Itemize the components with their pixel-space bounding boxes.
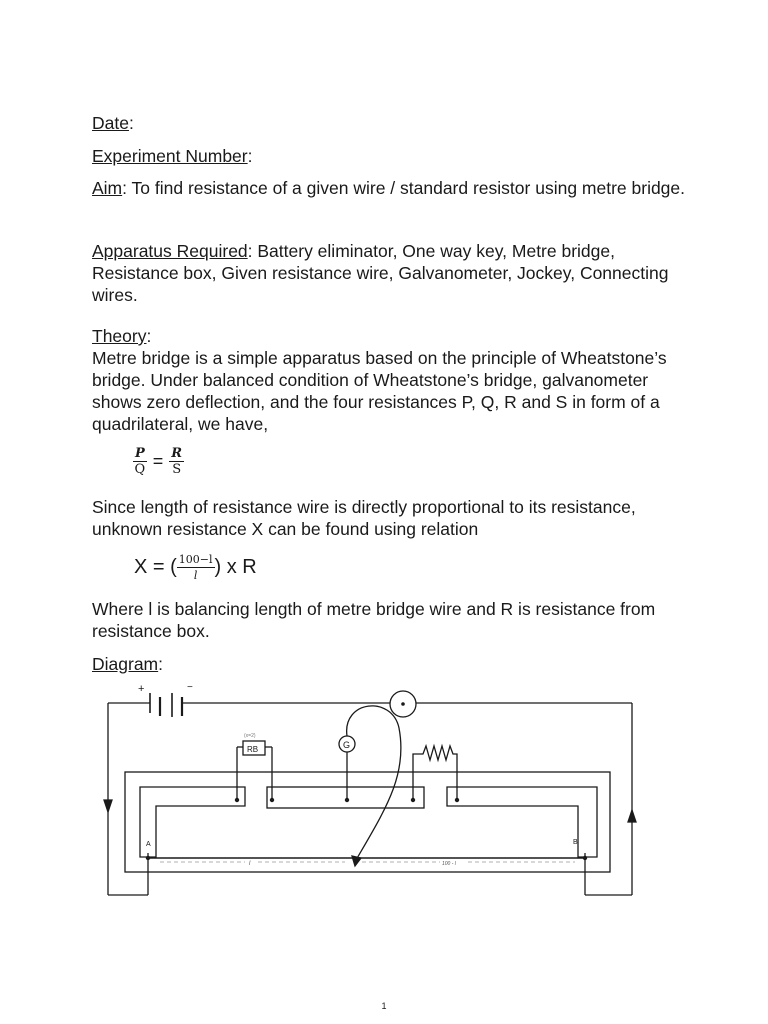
aim-label: Aim	[92, 178, 123, 198]
numerator-r: R	[171, 446, 183, 461]
where-paragraph: Where l is balancing length of metre bridge wire and R is resistance from resistance box.	[92, 599, 656, 641]
point-b-dot	[583, 856, 587, 860]
experiment-number-colon: :	[247, 146, 253, 166]
diagram-colon: :	[158, 654, 164, 674]
arrow-up-icon	[628, 810, 636, 822]
middle-copper-strip	[267, 787, 424, 808]
formula-rhs: ) x R	[214, 555, 257, 578]
theory-paragraph: Metre bridge is a simple apparatus based on the principle of Wheatstone’s bridge. Under balanced condition of Wheatstone’s bridge, galvanometer shows zero deflection, and the four resistances P, Q, R and S in form of a quadrilateral, we have,	[92, 348, 667, 434]
terminal-dot	[345, 798, 349, 802]
battery-minus-label: −	[187, 682, 193, 693]
equals-sign: =	[152, 451, 164, 471]
denominator-s: S	[172, 462, 182, 477]
jockey-wire	[347, 706, 401, 860]
point-a-dot	[146, 856, 150, 860]
terminal-dot	[411, 798, 415, 802]
formula-numerator: 100−l	[178, 553, 213, 566]
apparatus-label: Apparatus Required	[92, 241, 248, 261]
terminal-dot	[235, 798, 239, 802]
battery-plus-label: +	[138, 683, 145, 695]
proportional-paragraph: Since length of resistance wire is directly proportional to its resistance, unknown resistance X can be found using relation	[92, 497, 636, 539]
resistance-wire	[413, 746, 457, 800]
rb-caption: (x=2)	[244, 733, 256, 739]
date-colon: :	[128, 113, 134, 133]
terminal-dot	[455, 798, 459, 802]
aim-text: : To find resistance of a given wire / standard resistor using metre bridge.	[122, 178, 686, 198]
numerator-p: P	[135, 446, 145, 461]
point-a-label: A	[146, 841, 151, 848]
diagram-label: Diagram	[92, 654, 159, 674]
length-right-label: 100 - l	[442, 861, 456, 867]
rb-label: RB	[247, 745, 259, 754]
right-copper-strip	[447, 787, 597, 857]
left-copper-strip	[140, 787, 245, 857]
arrow-down-icon	[104, 800, 112, 812]
galvanometer-label: G	[343, 740, 351, 750]
formula-denominator: l	[193, 569, 198, 582]
page-number: 1	[381, 1001, 387, 1011]
formula-lhs: X = (	[134, 555, 177, 578]
battery-icon	[108, 693, 390, 717]
theory-colon: :	[146, 326, 152, 346]
key-dot	[401, 702, 405, 706]
theory-label: Theory	[92, 326, 147, 346]
experiment-number-label: Experiment Number	[92, 146, 248, 166]
length-left-label: l	[249, 861, 251, 867]
date-label: Date	[92, 113, 129, 133]
terminal-dot	[270, 798, 274, 802]
point-b-label: B	[573, 839, 578, 846]
apparatus-text: : Battery eliminator, One way key, Metre bridge, Resistance box, Given resistance wire, Galvanometer, Jockey, Connecting wires.	[92, 241, 669, 305]
denominator-q: Q	[134, 462, 146, 477]
